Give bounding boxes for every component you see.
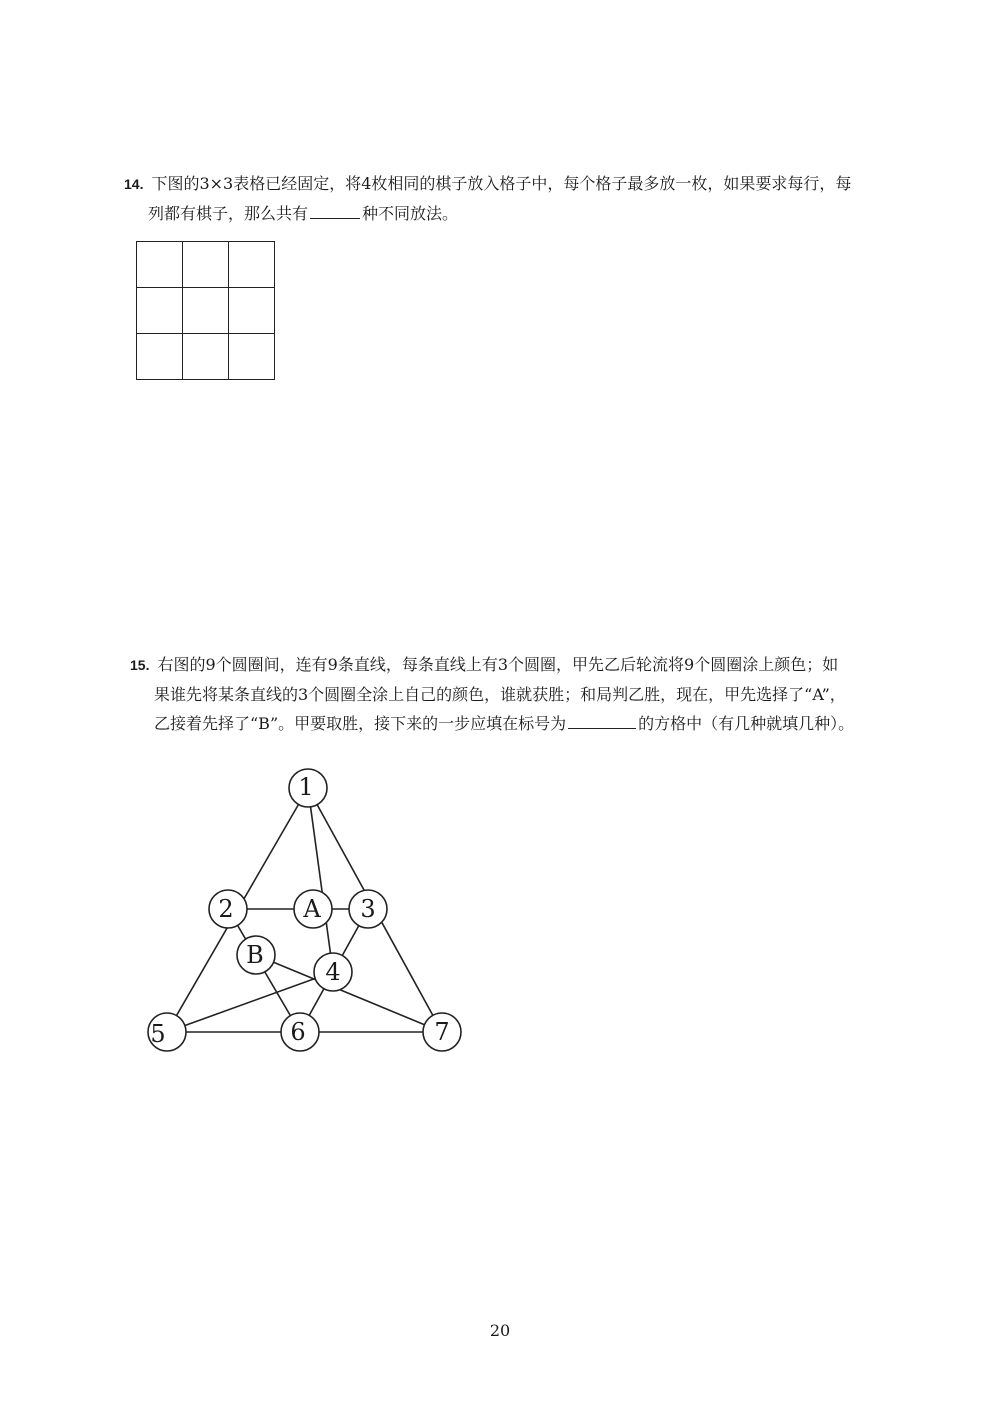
question-text: 果谁先将某条直线的3个圆圈全涂上自己的颜色，谁就获胜；和局判乙胜，现在，甲先选择了“A”， xyxy=(154,685,846,704)
question-number: 15. xyxy=(130,657,150,673)
question-text: 右图的9个圆圈间，连有9条直线，每条直线上有3个圆圈，甲先乙后轮流将9个圆圈涂上颜色；如 xyxy=(157,655,839,674)
page-number: 20 xyxy=(489,1321,511,1340)
grid-cell xyxy=(137,242,183,288)
grid-cell xyxy=(229,288,275,334)
question-text: 下图的3×3表格已经固定，将4枚相同的棋子放入格子中，每个格子最多放一枚，如果要求每行，每 xyxy=(151,174,852,193)
grid-cell xyxy=(137,334,183,380)
label-B: B xyxy=(246,941,264,969)
grid-cell xyxy=(183,242,229,288)
question-15 xyxy=(130,650,920,738)
grid-cell xyxy=(229,242,275,288)
grid-cell xyxy=(137,288,183,334)
label-7: 7 xyxy=(434,1018,450,1046)
label-5: 5 xyxy=(150,1020,166,1048)
question-text: 种不同放法。 xyxy=(362,204,459,223)
question-number: 14. xyxy=(124,176,144,192)
answer-blank[interactable] xyxy=(568,712,636,729)
label-1: 1 xyxy=(298,773,314,801)
label-3: 3 xyxy=(360,895,376,923)
grid-cell xyxy=(183,288,229,334)
label-6: 6 xyxy=(290,1018,306,1046)
label-2: 2 xyxy=(218,895,234,923)
label-4: 4 xyxy=(325,958,341,986)
answer-blank[interactable] xyxy=(310,202,360,219)
question-text: 乙接着先择了“B”。甲要取胜，接下来的一步应填在标号为 xyxy=(154,714,567,733)
question-text: 的方格中（有几种就填几种）。 xyxy=(638,714,855,733)
question-text: 列都有棋子，那么共有 xyxy=(148,204,309,223)
grid-cell xyxy=(183,334,229,380)
grid-cell xyxy=(229,334,275,380)
question-14 xyxy=(124,169,914,228)
grid-3x3 xyxy=(136,241,275,380)
circle-line-diagram xyxy=(140,762,480,1062)
label-A: A xyxy=(303,895,321,923)
line-1-4 xyxy=(308,788,333,972)
